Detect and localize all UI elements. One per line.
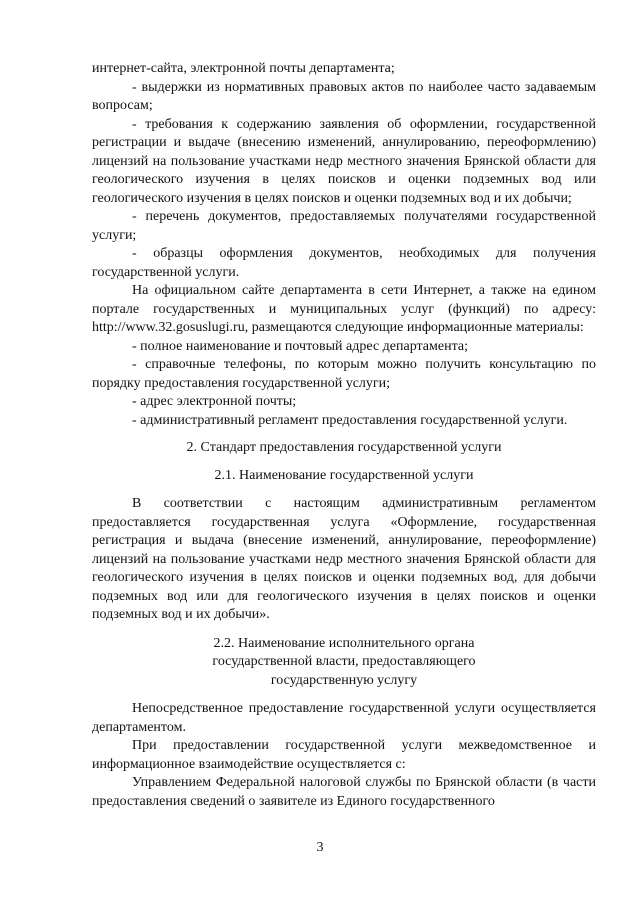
list-item-requirements: - требования к содержанию заявления об оформлении, государственной регистрации и выдаче (внесению изменений, аннулированию, переоформлению) лицензий на пользование участками недр местного значения Брянской области для геологического изучения в целях поисков и оценки подземных вод или геологического изучения в целях поисков и оценки подземных вод и их добычи;: [92, 116, 596, 206]
list-item-full-name: - полное наименование и почтовый адрес департамента;: [132, 338, 468, 354]
section-2-2-heading-line-3: государственную услугу: [270, 672, 418, 688]
list-item-extracts: - выдержки из нормативных правовых актов по наиболее часто задаваемым вопросам;: [92, 79, 596, 113]
paragraph-continuation: интернет-сайта, электронной почты департамента;: [92, 61, 395, 76]
section-2-1-text: В соответствии с настоящим административным регламентом предоставляется государственная услуга «Оформление, государственная регистрация и выдача (внесение изменений, аннулирование, переоформление) лицензий на пользование участками недр местного значения Брянской области для геологического изучения в целях поисков и оценки подземных вод, для добычи подземных вод или для геологического изучения в целях поисков и оценки подземных вод и их добычи».: [92, 496, 596, 622]
page-number: 3: [316, 840, 324, 855]
list-item-email: - адрес электронной почты;: [132, 394, 297, 409]
section-2-2-heading-line-1: 2.2. Наименование исполнительного органа: [213, 635, 475, 651]
section-2-heading: 2. Стандарт предоставления государственной услуги: [186, 440, 502, 455]
list-item-documents: - перечень документов, предоставляемых получателями государственной услуги;: [92, 209, 596, 243]
section-2-2-paragraph-direct: Непосредственное предоставление государственной услуги осуществляется департаментом.: [92, 701, 596, 735]
paragraph-official-site: На официальном сайте департамента в сети Интернет, а также на едином портале государственных и муниципальных услуг (функций) по адресу: http://www.32.gosuslugi.ru, размещаются следующие информационные материалы:: [92, 283, 596, 335]
list-item-samples: - образцы оформления документов, необходимых для получения государственной услуги.: [92, 246, 596, 280]
section-2-2-heading-line-2: государственной власти, предоставляющего: [212, 654, 476, 669]
section-2-2-paragraph-tax-service: Управлением Федеральной налоговой службы по Брянской области (в части предоставления сведений о заявителе из Единого государственного: [92, 775, 596, 809]
list-item-regulation: - административный регламент предоставления государственной услуги.: [132, 412, 568, 428]
section-2-2-paragraph-interaction: При предоставлении государственной услуги межведомственное и информационное взаимодействие осуществляется с:: [92, 738, 596, 772]
document-page: [92, 60, 596, 811]
section-2-1-heading: 2.1. Наименование государственной услуги: [214, 467, 474, 483]
list-item-phones: - справочные телефоны, по которым можно получить консультацию по порядку предоставления государственной услуги;: [92, 357, 596, 391]
